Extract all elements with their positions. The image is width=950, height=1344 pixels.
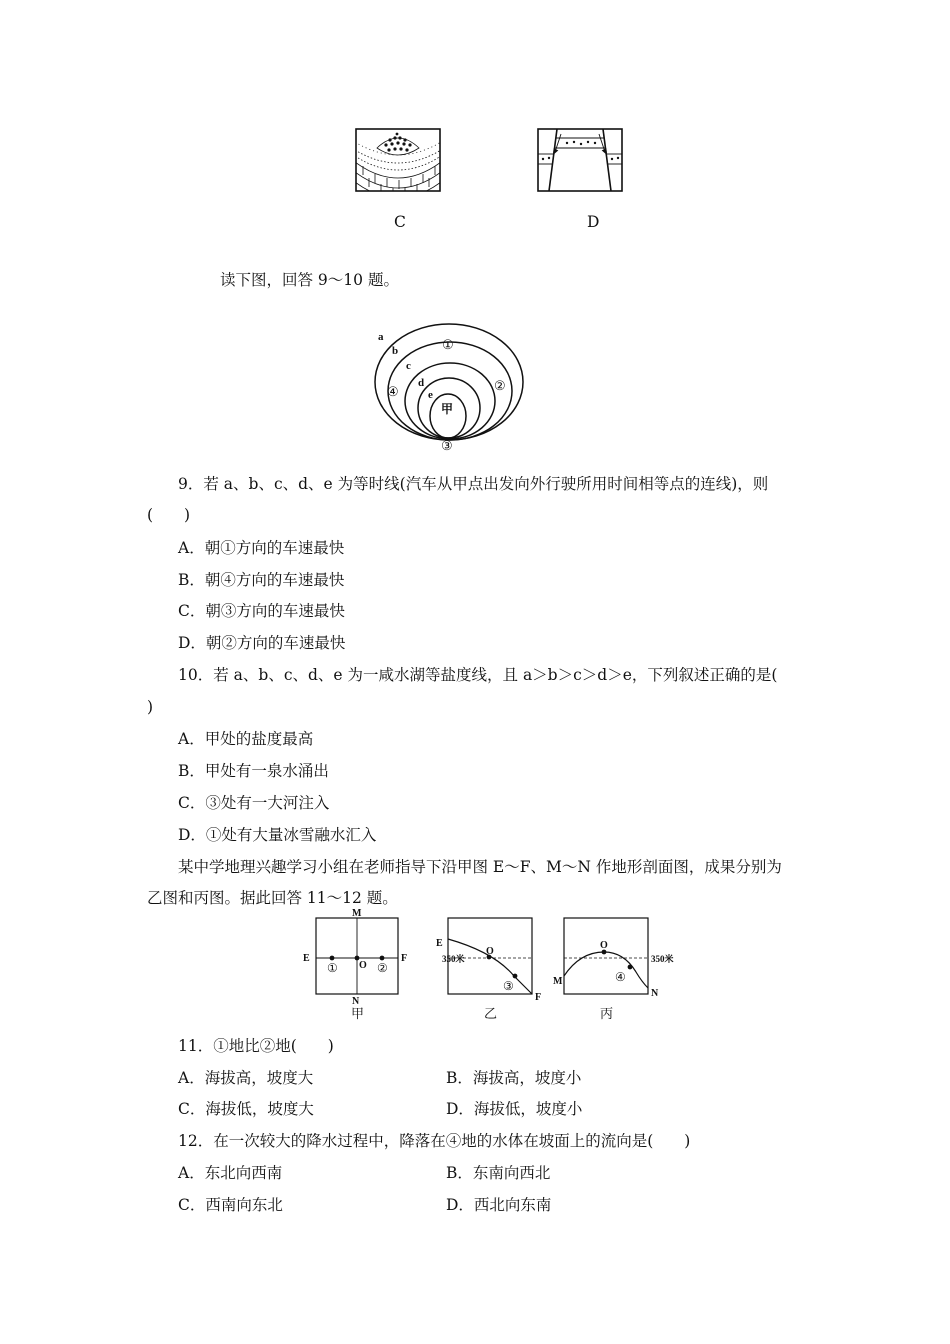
jia-label-e: E bbox=[303, 953, 310, 964]
jia-point-2: ② bbox=[377, 961, 388, 975]
jia-label-o: O bbox=[359, 960, 367, 971]
circle-3: ③ bbox=[441, 438, 453, 453]
jia-caption: 甲 bbox=[351, 1006, 365, 1021]
isoline-e bbox=[430, 394, 466, 438]
label-e: e bbox=[428, 389, 433, 401]
q10-option-b[interactable]: B．甲处有一泉水涌出 bbox=[178, 762, 329, 780]
bing-elev: 350米 bbox=[651, 954, 674, 964]
center-jia: 甲 bbox=[441, 402, 454, 416]
label-a: a bbox=[378, 331, 384, 343]
q12-option-b[interactable]: B．东南向西北 bbox=[446, 1164, 551, 1182]
q10-option-a[interactable]: A．甲处的盐度最高 bbox=[178, 730, 314, 748]
label-c: c bbox=[406, 360, 411, 372]
q10-stem: 10．若 a、b、c、d、e 为一咸水湖等盐度线，且 a＞b＞c＞d＞e，下列叙述正确的是( bbox=[178, 666, 778, 684]
q9-paren: ( ) bbox=[147, 506, 191, 524]
jia-label-m: M bbox=[352, 908, 362, 919]
intro-9-10: 读下图，回答 9～10 题。 bbox=[220, 271, 399, 289]
yi-caption: 乙 bbox=[484, 1006, 498, 1021]
q12-option-a[interactable]: A．东北向西南 bbox=[178, 1164, 283, 1182]
figure-d-label: D bbox=[587, 213, 600, 231]
bing-label-n: N bbox=[651, 988, 659, 999]
intro-11-12-line1: 某中学地理兴趣学习小组在老师指导下沿甲图 E～F、M～N 作地形剖面图，成果分别为 bbox=[178, 858, 782, 876]
intro-11-12-line2: 乙图和丙图。据此回答 11～12 题。 bbox=[147, 889, 398, 907]
q11-stem: 11．①地比②地( ) bbox=[178, 1037, 334, 1055]
q11-option-b[interactable]: B．海拔高，坡度小 bbox=[446, 1069, 582, 1087]
q10-option-c[interactable]: C．③处有一大河注入 bbox=[178, 794, 330, 812]
q9-option-d[interactable]: D．朝②方向的车速最快 bbox=[178, 634, 346, 652]
q11-option-c[interactable]: C．海拔低，坡度大 bbox=[178, 1100, 314, 1118]
isoline-figure bbox=[370, 318, 530, 458]
q10-paren: ) bbox=[147, 698, 154, 716]
figure-c-label: C bbox=[394, 213, 406, 231]
q9-stem: 9．若 a、b、c、d、e 为等时线(汽车从甲点出发向外行驶所用时间相等点的连线)，则 bbox=[178, 475, 769, 493]
circle-1: ① bbox=[442, 337, 454, 352]
label-d: d bbox=[418, 377, 425, 389]
jia-point-1: ① bbox=[327, 961, 338, 975]
yi-point-3: ③ bbox=[503, 979, 514, 993]
q10-option-d[interactable]: D．①处有大量冰雪融水汇入 bbox=[178, 826, 377, 844]
profile-figure-bing bbox=[550, 906, 690, 1022]
q9-option-b[interactable]: B．朝④方向的车速最快 bbox=[178, 571, 345, 589]
bing-point-4: ④ bbox=[615, 970, 626, 984]
q12-option-c[interactable]: C．西南向东北 bbox=[178, 1196, 283, 1214]
bing-label-o: O bbox=[600, 940, 608, 951]
figure-d-diagram bbox=[537, 128, 623, 192]
yi-label-o: O bbox=[486, 946, 494, 957]
bing-label-m: M bbox=[553, 976, 563, 987]
circle-2: ② bbox=[494, 378, 506, 393]
q9-option-a[interactable]: A．朝①方向的车速最快 bbox=[178, 539, 345, 557]
profile-figure-jia bbox=[298, 906, 418, 1022]
figure-c-diagram bbox=[355, 128, 441, 192]
q12-option-d[interactable]: D．西北向东南 bbox=[446, 1196, 552, 1214]
yi-elev: 350米 bbox=[442, 954, 465, 964]
jia-label-f: F bbox=[401, 953, 408, 964]
circle-4: ④ bbox=[387, 384, 399, 399]
label-b: b bbox=[392, 345, 399, 357]
q11-option-d[interactable]: D．海拔低，坡度小 bbox=[446, 1100, 583, 1118]
yi-label-e: E bbox=[436, 938, 443, 949]
q12-stem: 12．在一次较大的降水过程中，降落在④地的水体在坡面上的流向是( ) bbox=[178, 1132, 691, 1150]
q11-option-a[interactable]: A．海拔高，坡度大 bbox=[178, 1069, 314, 1087]
bing-caption: 丙 bbox=[600, 1006, 614, 1021]
yi-label-f: F bbox=[535, 992, 542, 1003]
q9-option-c[interactable]: C．朝③方向的车速最快 bbox=[178, 602, 345, 620]
profile-figure-yi bbox=[432, 906, 552, 1022]
jia-label-n: N bbox=[352, 996, 360, 1007]
